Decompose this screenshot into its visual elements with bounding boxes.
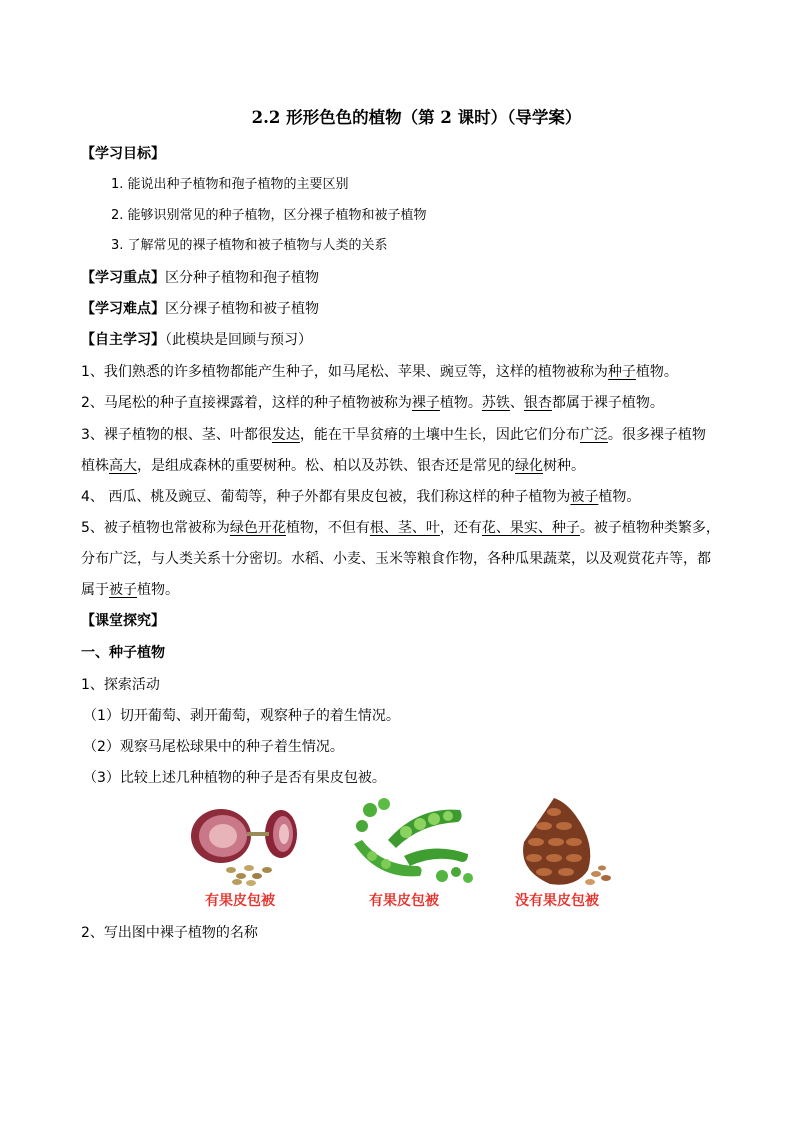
- self-study-note: （此模块是回顾与预习）: [165, 332, 312, 348]
- key-point-text: 区分种子植物和孢子植物: [165, 270, 319, 286]
- objectives-heading: 【学习目标】: [81, 146, 165, 162]
- difficulty: [81, 299, 319, 319]
- classroom-heading: 【课堂探究】: [81, 613, 165, 629]
- grape-icon: [185, 796, 315, 888]
- self-study: [81, 330, 312, 350]
- p5-text-4: 。被子植物种类繁多，: [579, 520, 720, 536]
- paragraph-5-line-3: [81, 580, 179, 600]
- p3-answer-2: 广泛: [579, 427, 608, 443]
- caption-grape: 有果皮包被: [205, 893, 275, 909]
- section-seed-plants: 一、种子植物: [81, 645, 165, 661]
- p5-text-2: 植物，不但有: [285, 520, 370, 536]
- p5-text-3: ，还有: [439, 520, 482, 536]
- pea-icon: [348, 796, 478, 888]
- p2-answer-2: 苏铁: [481, 395, 510, 411]
- activity-step-2: （2）观察马尾松球果中的种子着生情况。: [83, 739, 344, 755]
- paragraph-4: [81, 487, 640, 507]
- p3-answer-3: 高大: [109, 458, 137, 474]
- p3-text-3: 。很多裸子植物: [607, 427, 706, 443]
- p5-answer-4: 被子: [109, 582, 137, 598]
- p2-answer-3: 银杏: [523, 395, 552, 411]
- key-point: [81, 268, 319, 288]
- p1-text-end: 植物。: [635, 364, 678, 380]
- difficulty-text: 区分裸子植物和被子植物: [165, 301, 319, 317]
- p2-text-2: 植物。: [439, 395, 482, 411]
- p3-text-5: ，是组成森林的重要树种。松、柏以及苏铁、银杏还是常见的: [137, 458, 515, 474]
- activity-title: 1、探索活动: [81, 677, 160, 693]
- p5-answer-2: 根、茎、叶: [369, 520, 440, 536]
- self-study-label: 【自主学习】: [81, 332, 165, 348]
- p2-sep: 、: [509, 395, 524, 411]
- paragraph-5-line-1: [81, 518, 720, 538]
- pinecone-icon: [510, 796, 640, 888]
- p3-text-end: 树种。: [543, 458, 585, 474]
- p5-text-end: 植物。: [137, 582, 179, 598]
- p2-text-end: 都属于裸子植物。: [551, 395, 664, 411]
- objective-item-1: 1. 能说出种子植物和孢子植物的主要区别: [111, 177, 349, 192]
- objective-item-3: 3. 了解常见的裸子植物和被子植物与人类的关系: [111, 238, 388, 253]
- p3-text: 3、裸子植物的根、茎、叶都很: [81, 427, 272, 443]
- p4-text-end: 植物。: [598, 489, 641, 505]
- p3-answer-4: 绿化: [515, 458, 543, 474]
- p3-text-4: 植株: [81, 458, 109, 474]
- p5-text: 5、被子植物也常被称为: [81, 520, 230, 536]
- caption-pinecone: 没有果皮包被: [515, 893, 599, 909]
- p5-answer-1: 绿色开花: [229, 520, 286, 536]
- figure-row: [0, 796, 793, 916]
- p4-answer: 被子: [570, 489, 599, 505]
- activity-step-1: （1）切开葡萄、剥开葡萄，观察种子的着生情况。: [83, 708, 400, 724]
- paragraph-2: [81, 393, 664, 413]
- objective-item-2: 2. 能够识别常见的种子植物，区分裸子植物和被子植物: [111, 208, 427, 223]
- p4-text: 4、 西瓜、桃及豌豆、葡萄等，种子外都有果皮包被，我们称这样的种子植物为: [81, 489, 571, 505]
- caption-pea: 有果皮包被: [369, 893, 439, 909]
- p1-text: 1、我们熟悉的许多植物都能产生种子，如马尾松、苹果、豌豆等，这样的植物被称为: [81, 364, 608, 380]
- key-point-label: 【学习重点】: [81, 270, 165, 286]
- paragraph-3-line-1: [81, 425, 706, 445]
- p5-text-5: 属于: [81, 582, 109, 598]
- task-2: 2、写出图中裸子植物的名称: [81, 925, 258, 941]
- page-title: 2.2 形形色色的植物（第 2 课时）（导学案）: [251, 108, 582, 127]
- p2-answer-1: 裸子: [411, 395, 440, 411]
- paragraph-3-line-2: [81, 456, 585, 476]
- p1-answer: 种子: [607, 364, 636, 380]
- p5-answer-3: 花、果实、种子: [481, 520, 580, 536]
- paragraph-1: [81, 362, 678, 382]
- difficulty-label: 【学习难点】: [81, 301, 165, 317]
- p2-text: 2、马尾松的种子直接裸露着，这样的种子植物被称为: [81, 395, 412, 411]
- p3-answer-1: 发达: [271, 427, 300, 443]
- p3-text-2: ，能在干旱贫瘠的土壤中生长，因此它们分布: [299, 427, 580, 443]
- activity-step-3: （3）比较上述几种植物的种子是否有果皮包被。: [83, 770, 386, 786]
- paragraph-5-line-2: 分布广泛，与人类关系十分密切。水稻、小麦、玉米等粮食作物，各种瓜果蔬菜，以及观赏花卉等，都: [81, 551, 711, 567]
